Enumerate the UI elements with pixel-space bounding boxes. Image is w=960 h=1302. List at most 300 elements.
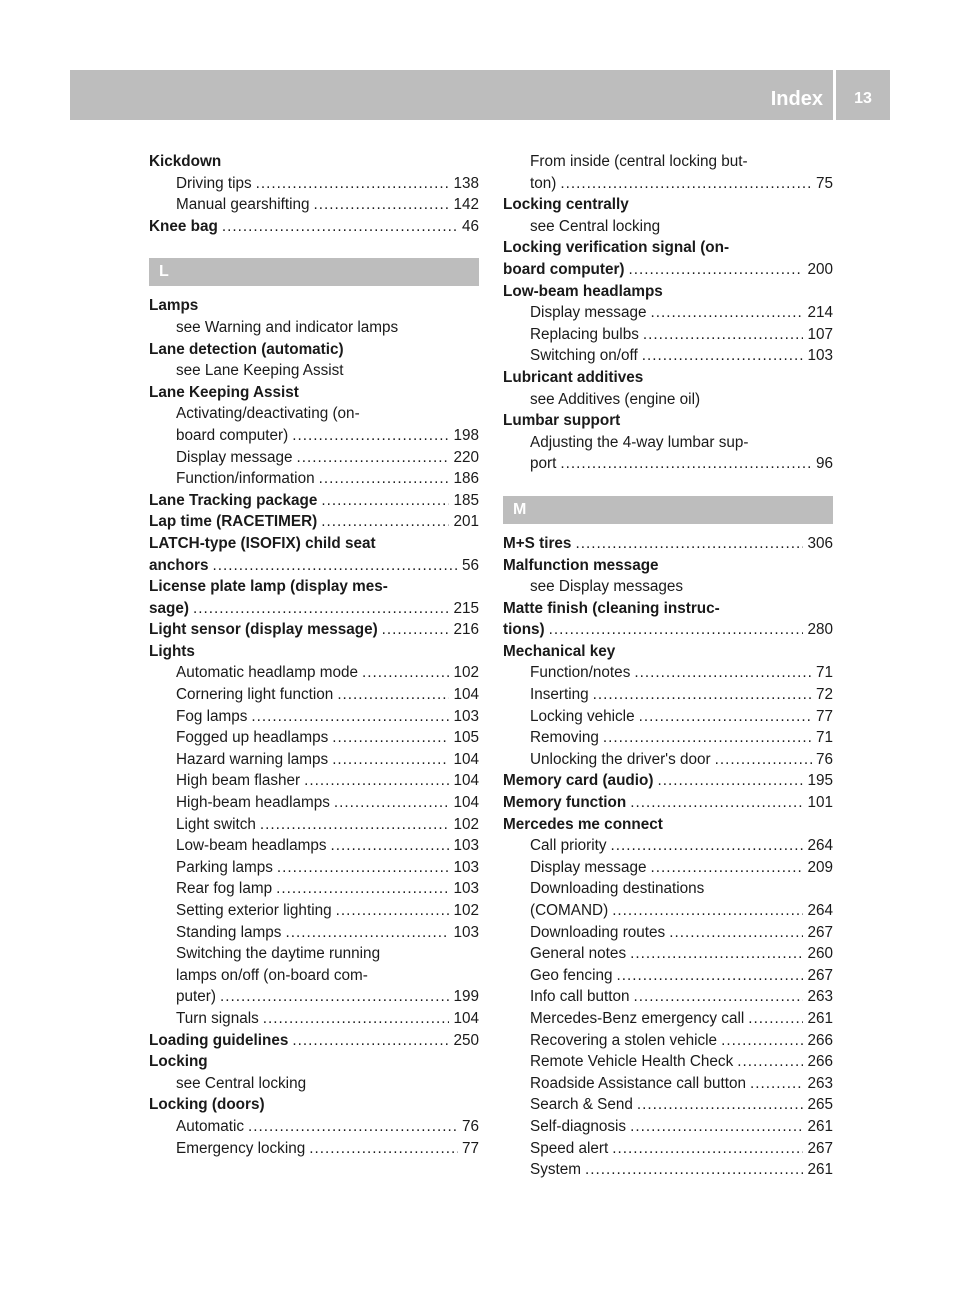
index-term[interactable]	[149, 555, 479, 577]
dot-leader	[748, 1008, 803, 1030]
index-subentry[interactable]	[503, 1159, 833, 1181]
dot-leader	[612, 900, 803, 922]
page-reference[interactable]: 186	[453, 470, 479, 488]
index-subentry[interactable]	[149, 468, 479, 490]
header-title	[70, 70, 833, 120]
dot-leader	[248, 1116, 458, 1138]
index-subentry[interactable]	[149, 857, 479, 879]
index-term[interactable]	[503, 259, 833, 281]
index-term[interactable]	[503, 619, 833, 641]
index-term[interactable]	[149, 1030, 479, 1052]
entry-text: Automatic	[176, 1117, 245, 1135]
index-term	[503, 555, 833, 577]
page-reference[interactable]: 265	[807, 1096, 833, 1114]
index-subentry[interactable]	[149, 1116, 479, 1138]
index-subentry[interactable]	[503, 1094, 833, 1116]
page-reference[interactable]: 260	[807, 945, 833, 963]
entry-text: sage)	[149, 599, 189, 617]
index-subentry[interactable]	[503, 922, 833, 944]
entry-text: Memory card (audio)	[503, 772, 654, 790]
entry-text: Function/notes	[530, 664, 631, 682]
page-reference[interactable]: 46	[461, 217, 479, 235]
dot-leader	[650, 302, 803, 324]
dot-leader	[630, 792, 803, 814]
page-reference[interactable]: 102	[453, 902, 479, 919]
entry-text: Matte finish (cleaning instruc-	[503, 599, 720, 617]
index-subentry[interactable]	[149, 662, 479, 684]
page-reference[interactable]: 104	[453, 686, 479, 704]
page-reference[interactable]: 103	[453, 837, 479, 855]
page-reference[interactable]: 264	[807, 837, 833, 855]
entry-text: Lane Tracking package	[149, 491, 318, 509]
dot-leader	[629, 259, 804, 281]
dot-leader	[382, 619, 450, 641]
page-reference[interactable]: 71	[815, 729, 833, 747]
entry-text: see Display messages	[530, 578, 684, 596]
dot-leader	[321, 511, 449, 533]
index-column-right	[503, 151, 833, 1181]
index-subentry[interactable]	[149, 684, 479, 706]
section-letter-bar: L	[149, 258, 479, 286]
entry-text: Fog lamps	[176, 707, 248, 725]
entry-text: Locking	[149, 1053, 208, 1071]
page-reference[interactable]: 77	[461, 1139, 479, 1157]
index-term	[149, 339, 479, 361]
page-reference[interactable]: 195	[807, 772, 833, 790]
page-reference[interactable]: 199	[453, 988, 479, 1006]
page-reference[interactable]: 103	[453, 707, 479, 725]
page-reference[interactable]: 104	[453, 794, 479, 812]
entry-text: Manual gearshifting	[176, 196, 310, 214]
page-reference[interactable]: 261	[807, 1117, 833, 1135]
dot-leader	[256, 173, 450, 195]
index-subentry[interactable]	[503, 324, 833, 346]
index-subentry[interactable]	[503, 727, 833, 749]
entry-text: Speed alert	[530, 1139, 609, 1157]
page-reference[interactable]: 103	[453, 923, 479, 941]
entry-text: M+S tires	[503, 534, 572, 552]
entry-text: Replacing bulbs	[530, 325, 639, 343]
entry-text: Cornering light function	[176, 686, 334, 704]
page-reference[interactable]: 71	[815, 664, 833, 682]
entry-text: Setting exterior lighting	[176, 902, 332, 919]
entry-text: Loading guidelines	[149, 1031, 289, 1049]
index-term	[503, 410, 833, 432]
page-reference[interactable]: 209	[807, 858, 833, 876]
entry-text: Roadside Assistance call button	[530, 1074, 746, 1092]
entry-text: System	[530, 1161, 581, 1179]
dot-leader	[721, 1030, 803, 1052]
entry-text: Lap time (RACETIMER)	[149, 513, 318, 531]
index-subentry[interactable]	[503, 943, 833, 965]
dot-leader	[637, 1094, 804, 1116]
page-reference[interactable]: 138	[453, 174, 479, 192]
entry-text: see Central locking	[176, 1074, 307, 1092]
entry-text: Display message	[530, 304, 647, 322]
index-term	[503, 814, 833, 836]
page-reference[interactable]: 96	[815, 455, 833, 473]
dot-leader	[603, 727, 812, 749]
index-subentry[interactable]	[149, 425, 479, 447]
entry-text: High-beam headlamps	[176, 794, 330, 812]
index-term	[149, 382, 479, 404]
index-term	[149, 295, 479, 317]
entry-text: Unlocking the driver's door	[530, 750, 711, 768]
entry-text: Low-beam headlamps	[503, 282, 663, 300]
dot-leader	[630, 943, 803, 965]
index-subentry	[149, 317, 479, 339]
index-subentry[interactable]	[503, 173, 833, 195]
entry-text: Geo fencing	[530, 966, 613, 984]
entry-text: Malfunction message	[503, 556, 659, 574]
entry-text: Lane Keeping Assist	[149, 383, 299, 401]
dot-leader	[332, 727, 449, 749]
page-reference[interactable]: 77	[815, 707, 833, 725]
dot-leader	[319, 468, 450, 490]
index-term[interactable]	[149, 216, 479, 238]
index-subentry[interactable]	[149, 878, 479, 900]
dot-leader	[292, 425, 449, 447]
index-subentry[interactable]	[149, 835, 479, 857]
dot-leader	[314, 194, 450, 216]
dot-leader	[193, 598, 450, 620]
page-reference[interactable]: 103	[807, 347, 833, 365]
dot-leader	[634, 662, 812, 684]
page-reference[interactable]: 185	[453, 491, 479, 509]
index-subentry[interactable]	[503, 1030, 833, 1052]
index-subentry[interactable]	[149, 749, 479, 771]
index-subentry	[149, 1073, 479, 1095]
entry-text: Self-diagnosis	[530, 1117, 627, 1135]
entry-text: Lamps	[149, 297, 199, 315]
page-reference[interactable]: 261	[807, 1161, 833, 1179]
index-column-left	[149, 151, 479, 1159]
page-reference[interactable]: 102	[453, 664, 479, 682]
dot-leader	[669, 922, 803, 944]
entry-text: Fogged up headlamps	[176, 729, 329, 747]
index-subentry[interactable]	[503, 706, 833, 728]
index-subentry[interactable]	[149, 922, 479, 944]
dot-leader	[220, 986, 450, 1008]
entry-text: Info call button	[530, 988, 630, 1006]
index-term	[149, 641, 479, 663]
entry-text: Downloading routes	[530, 923, 666, 941]
page-reference[interactable]: 104	[453, 750, 479, 768]
entry-text: Locking verification signal (on-	[503, 239, 730, 257]
page-reference[interactable]: 306	[807, 534, 833, 552]
entry-text: see Warning and indicator lamps	[176, 318, 399, 336]
page-reference[interactable]: 72	[815, 686, 833, 704]
index-term[interactable]	[503, 792, 833, 814]
index-subentry[interactable]	[149, 900, 479, 922]
dot-leader	[650, 857, 803, 879]
index-subentry	[149, 965, 479, 987]
entry-text: License plate lamp (display mes-	[149, 578, 388, 596]
entry-text: Switching the daytime running	[176, 945, 381, 963]
index-subentry[interactable]	[503, 1051, 833, 1073]
page-reference[interactable]: 75	[815, 174, 833, 192]
page-reference[interactable]: 201	[453, 513, 479, 531]
page-reference[interactable]: 214	[807, 304, 833, 322]
index-subentry	[503, 878, 833, 900]
entry-text: lamps on/off (on-board com-	[176, 966, 368, 984]
index-subentry	[503, 216, 833, 238]
dot-leader	[611, 835, 804, 857]
entry-text: Mechanical key	[503, 642, 616, 660]
entry-text: Recovering a stolen vehicle	[530, 1031, 718, 1049]
index-term	[149, 151, 479, 173]
dot-leader	[334, 792, 450, 814]
index-subentry[interactable]	[503, 986, 833, 1008]
dot-leader	[337, 684, 449, 706]
entry-text: see Lane Keeping Assist	[176, 362, 344, 380]
dot-leader	[643, 324, 804, 346]
entry-text: Remote Vehicle Health Check	[530, 1053, 734, 1071]
index-subentry[interactable]	[503, 965, 833, 987]
entry-text: Memory function	[503, 794, 627, 812]
index-subentry	[503, 151, 833, 173]
dot-leader	[630, 1116, 803, 1138]
dot-leader	[263, 1008, 450, 1030]
dot-leader	[737, 1051, 803, 1073]
entry-text: Mercedes-Benz emergency call	[530, 1009, 745, 1027]
entry-text: Search & Send	[530, 1096, 633, 1114]
page-reference[interactable]: 266	[807, 1031, 833, 1049]
dot-leader	[612, 1138, 803, 1160]
entry-text: Call priority	[530, 837, 607, 855]
page-reference[interactable]: 216	[453, 621, 479, 639]
entry-text: ton)	[530, 174, 557, 192]
index-term	[149, 1094, 479, 1116]
dot-leader	[304, 770, 449, 792]
page-reference[interactable]: 76	[815, 750, 833, 768]
index-subentry[interactable]	[503, 302, 833, 324]
entry-text: General notes	[530, 945, 627, 963]
dot-leader	[560, 173, 812, 195]
index-term	[503, 598, 833, 620]
dot-leader	[585, 1159, 803, 1181]
index-subentry[interactable]	[149, 194, 479, 216]
dot-leader	[336, 900, 450, 922]
entry-text: Adjusting the 4-way lumbar sup-	[530, 433, 749, 451]
page-reference[interactable]: 101	[807, 794, 833, 812]
dot-leader	[309, 1138, 458, 1160]
page-number: 13	[854, 90, 872, 107]
dot-leader	[362, 662, 450, 684]
index-subentry	[503, 389, 833, 411]
entry-text: Locking centrally	[503, 196, 629, 214]
entry-text: Automatic headlamp mode	[176, 664, 358, 682]
dot-leader	[750, 1073, 803, 1095]
index-term	[503, 281, 833, 303]
header-bar	[70, 70, 890, 120]
entry-text: Low-beam headlamps	[176, 837, 327, 855]
index-subentry[interactable]	[503, 1138, 833, 1160]
entry-text: Standing lamps	[176, 923, 282, 941]
index-term[interactable]	[149, 598, 479, 620]
entry-text: Downloading destinations	[530, 880, 705, 898]
index-subentry	[149, 360, 479, 382]
index-subentry[interactable]	[149, 770, 479, 792]
page-reference[interactable]: 104	[453, 772, 479, 790]
index-subentry[interactable]	[149, 814, 479, 836]
entry-text: Parking lamps	[176, 858, 273, 876]
entry-text: board computer)	[176, 426, 289, 444]
index-subentry[interactable]	[503, 662, 833, 684]
page-reference[interactable]: 267	[807, 923, 833, 941]
dot-leader	[285, 922, 449, 944]
page-reference[interactable]: 263	[807, 1074, 833, 1092]
entry-text: Kickdown	[149, 153, 222, 170]
entry-text: From inside (central locking but-	[530, 153, 748, 170]
entry-text: Display message	[530, 858, 647, 876]
entry-text: Lubricant additives	[503, 368, 644, 386]
index-subentry[interactable]	[503, 1116, 833, 1138]
entry-text: Function/information	[176, 470, 315, 488]
page-reference[interactable]: 198	[453, 426, 479, 444]
entry-text: Activating/deactivating (on-	[176, 405, 360, 423]
index-subentry[interactable]	[149, 706, 479, 728]
dot-leader	[296, 447, 449, 469]
entry-text: LATCH-type (ISOFIX) child seat	[149, 534, 376, 552]
dot-leader	[292, 1030, 449, 1052]
index-subentry[interactable]	[149, 447, 479, 469]
entry-text: Hazard warning lamps	[176, 750, 329, 768]
entry-text: (COMAND)	[530, 902, 609, 919]
entry-text: Knee bag	[149, 217, 218, 235]
index-subentry[interactable]	[149, 727, 479, 749]
index-subentry	[149, 943, 479, 965]
entry-text: Inserting	[530, 686, 589, 704]
dot-leader	[260, 814, 450, 836]
dot-leader	[593, 684, 812, 706]
entry-text: Emergency locking	[176, 1139, 306, 1157]
page-reference[interactable]: 264	[807, 902, 833, 919]
index-term[interactable]	[503, 770, 833, 792]
index-subentry[interactable]	[149, 1138, 479, 1160]
page-reference[interactable]: 200	[807, 260, 833, 278]
page-reference[interactable]: 263	[807, 988, 833, 1006]
entry-text: Locking (doors)	[149, 1096, 265, 1114]
dot-leader	[642, 345, 804, 367]
entry-text: Switching on/off	[530, 347, 638, 365]
page-reference[interactable]: 107	[807, 325, 833, 343]
index-subentry[interactable]	[503, 345, 833, 367]
index-subentry[interactable]	[503, 684, 833, 706]
entry-text: tions)	[503, 621, 545, 639]
entry-text: Light switch	[176, 815, 256, 833]
entry-text: High beam flasher	[176, 772, 301, 790]
entry-text: puter)	[176, 988, 216, 1006]
entry-text: Rear fog lamp	[176, 880, 273, 898]
index-term[interactable]	[503, 533, 833, 555]
entry-text: port	[530, 455, 557, 473]
section-letter-bar: M	[503, 496, 833, 524]
dot-leader	[321, 490, 449, 512]
index-subentry[interactable]	[503, 1073, 833, 1095]
dot-leader	[575, 533, 803, 555]
page-reference[interactable]: 250	[453, 1031, 479, 1049]
entry-text: see Additives (engine oil)	[530, 390, 701, 408]
index-term	[149, 1051, 479, 1073]
index-term[interactable]	[149, 619, 479, 641]
dot-leader	[277, 857, 450, 879]
dot-leader	[332, 749, 449, 771]
page-reference[interactable]: 56	[461, 556, 479, 574]
index-subentry[interactable]	[503, 1008, 833, 1030]
page-reference[interactable]: 220	[453, 448, 479, 466]
page-reference[interactable]: 103	[453, 880, 479, 898]
index-term[interactable]	[149, 490, 479, 512]
entry-text: Mercedes me connect	[503, 815, 663, 833]
index-subentry[interactable]	[503, 453, 833, 475]
index-subentry[interactable]	[503, 857, 833, 879]
dot-leader	[657, 770, 803, 792]
page-reference[interactable]: 76	[461, 1117, 479, 1135]
dot-leader	[213, 555, 458, 577]
index-term[interactable]	[149, 511, 479, 533]
page-reference[interactable]: 267	[807, 966, 833, 984]
dot-leader	[276, 878, 449, 900]
dot-leader	[560, 453, 812, 475]
index-subentry[interactable]	[149, 173, 479, 195]
page-reference[interactable]: 261	[807, 1009, 833, 1027]
index-subentry[interactable]	[503, 835, 833, 857]
page-reference[interactable]: 267	[807, 1139, 833, 1157]
index-term	[503, 367, 833, 389]
page-reference[interactable]: 103	[453, 858, 479, 876]
index-subentry	[503, 576, 833, 598]
index-subentry[interactable]	[149, 792, 479, 814]
entry-text: Locking vehicle	[530, 707, 635, 725]
header-title-text: Index	[770, 88, 823, 110]
entry-text: Display message	[176, 448, 293, 466]
index-subentry[interactable]	[503, 900, 833, 922]
index-subentry	[503, 432, 833, 454]
entry-text: anchors	[149, 556, 209, 574]
page-reference[interactable]: 105	[453, 729, 479, 747]
index-subentry[interactable]	[149, 1008, 479, 1030]
page-reference[interactable]: 142	[453, 196, 479, 214]
index-term	[503, 641, 833, 663]
index-subentry[interactable]	[503, 749, 833, 771]
page-reference[interactable]: 215	[453, 599, 479, 617]
entry-text: board computer)	[503, 260, 625, 278]
dot-leader	[617, 965, 804, 987]
entry-text: Turn signals	[176, 1009, 259, 1027]
index-subentry[interactable]	[149, 986, 479, 1008]
index-term	[503, 194, 833, 216]
entry-text: Removing	[530, 729, 599, 747]
page-reference[interactable]: 266	[807, 1053, 833, 1071]
page-reference[interactable]: 102	[453, 815, 479, 833]
dot-leader	[634, 986, 804, 1008]
dot-leader	[331, 835, 450, 857]
entry-text: Driving tips	[176, 174, 252, 192]
dot-leader	[639, 706, 812, 728]
index-term	[149, 533, 479, 555]
dot-leader	[549, 619, 804, 641]
entry-text: see Central locking	[530, 217, 661, 235]
page-reference[interactable]: 280	[807, 621, 833, 639]
dot-leader	[715, 749, 812, 771]
page-reference[interactable]: 104	[453, 1009, 479, 1027]
index-term	[149, 576, 479, 598]
dot-leader	[222, 216, 458, 238]
entry-text: Light sensor (display message)	[149, 621, 378, 639]
entry-text: Lumbar support	[503, 412, 621, 430]
dot-leader	[251, 706, 449, 728]
